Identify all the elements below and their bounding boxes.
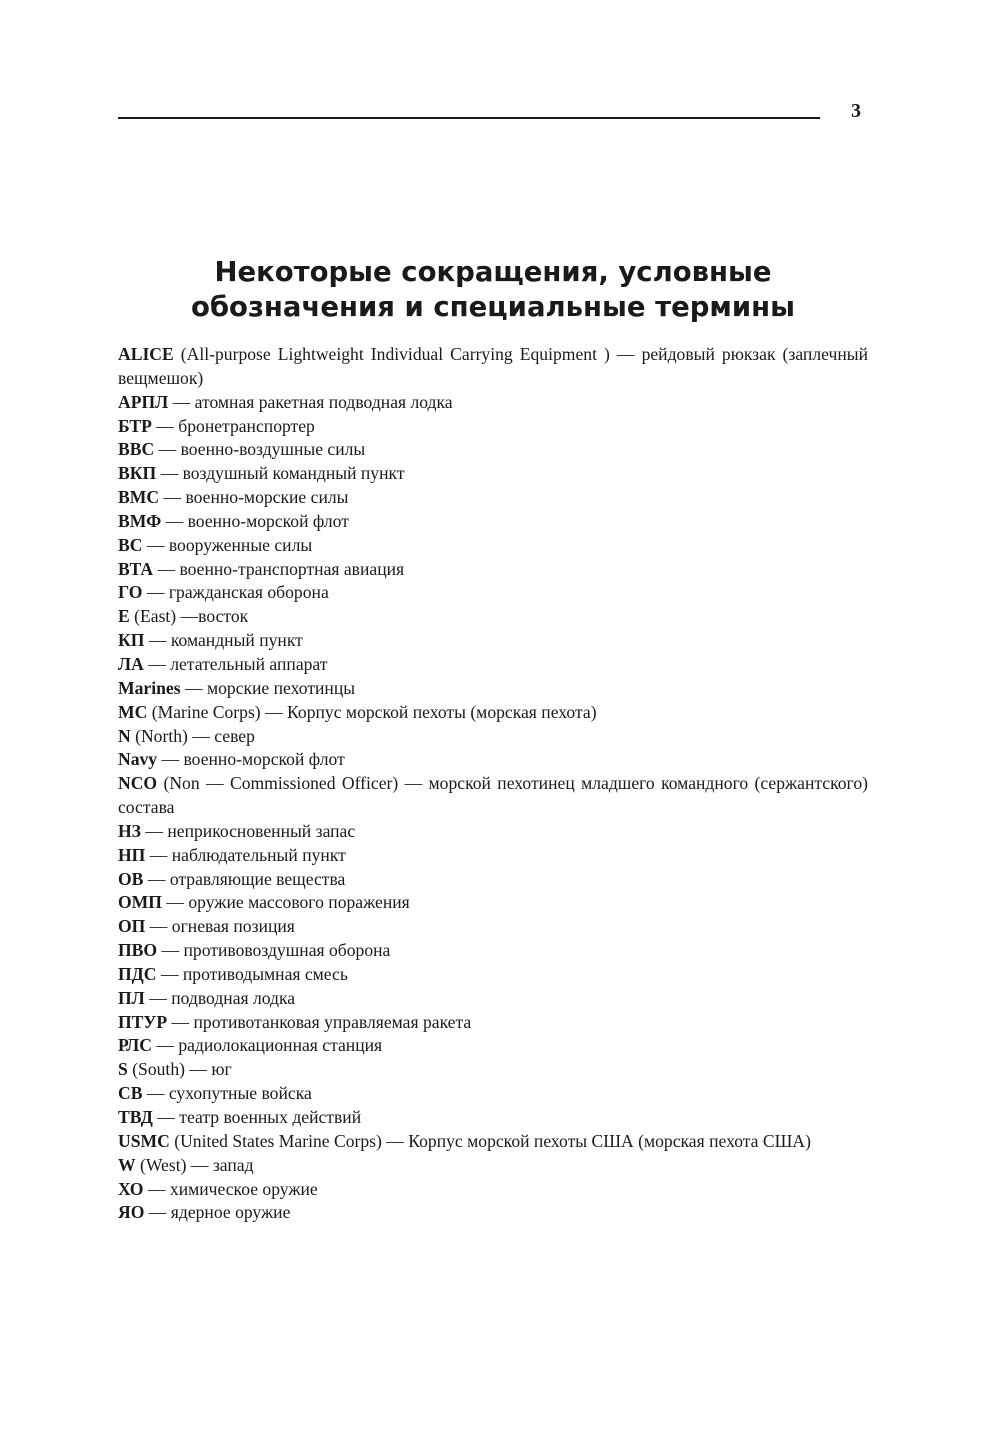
- glossary-entry: [118, 1130, 868, 1154]
- glossary-entry: [118, 462, 868, 486]
- glossary-entry: [118, 748, 868, 772]
- glossary-entry: [118, 963, 868, 987]
- glossary-term: E: [118, 606, 130, 627]
- glossary-definition: — огневая позиция: [145, 916, 295, 937]
- glossary-term: ЯО: [118, 1202, 145, 1223]
- glossary-entry: [118, 486, 868, 510]
- glossary-definition: — химическое оружие: [143, 1178, 318, 1199]
- glossary-definition: (Marine Corps) — Корпус морской пехоты (морская пехота): [147, 701, 597, 722]
- glossary-term: ТВД: [118, 1107, 153, 1127]
- glossary-definition: — летательный аппарат: [143, 653, 328, 674]
- glossary-definition: — атомная ракетная подводная лодка: [168, 391, 453, 412]
- glossary-definition: — неприкосновенный запас: [140, 820, 356, 841]
- glossary-definition: — подводная лодка: [144, 987, 296, 1008]
- glossary-term: ПВО: [118, 940, 158, 961]
- glossary-entry: [118, 605, 868, 629]
- page-number: 3: [851, 100, 861, 122]
- glossary-definition: — сухопутные войска: [142, 1083, 312, 1104]
- glossary-definition: (South) — юг: [127, 1059, 232, 1080]
- glossary-term: ПТУР: [118, 1011, 168, 1032]
- glossary-entry: [118, 581, 868, 605]
- glossary-term: ГО: [118, 582, 143, 603]
- glossary-entry: [118, 844, 868, 868]
- glossary-entry: [118, 1154, 868, 1178]
- glossary-term: ВВС: [118, 439, 155, 460]
- glossary-definition: — бронетранспортер: [151, 415, 315, 436]
- glossary-entry: [118, 534, 868, 558]
- glossary-entry: [118, 1106, 868, 1130]
- glossary-definition: — ядерное оружие: [144, 1202, 291, 1223]
- glossary-definition: — противовоздушная оборона: [157, 940, 391, 961]
- glossary-entry: [118, 915, 868, 939]
- glossary-term: ОП: [118, 916, 146, 937]
- header-rule: [118, 117, 820, 119]
- glossary-term: N: [118, 725, 131, 746]
- glossary-term: NCO: [118, 773, 158, 794]
- glossary-entry: [118, 868, 868, 892]
- glossary-term: НП: [118, 844, 146, 865]
- glossary-definition: (West) — запад: [135, 1154, 254, 1175]
- glossary-entry: [118, 677, 868, 701]
- glossary-definition: — военно-транспортная авиация: [153, 558, 405, 579]
- glossary-definition: — театр военных действий: [152, 1107, 362, 1127]
- glossary-entry: [118, 438, 868, 462]
- glossary-definition: — военно-морской флот: [161, 510, 349, 531]
- glossary-entry: [118, 725, 868, 749]
- glossary-definition: — военно-воздушные силы: [154, 439, 366, 460]
- glossary-entry: [118, 1201, 868, 1225]
- glossary-entry: [118, 1082, 868, 1106]
- glossary-term: ВМФ: [118, 510, 162, 531]
- glossary-entry: [118, 772, 868, 820]
- glossary-term: ОВ: [118, 868, 144, 889]
- glossary-definition: (North) — север: [130, 725, 255, 746]
- glossary-term: ВС: [118, 534, 143, 555]
- glossary-entry: [118, 891, 868, 915]
- glossary-entry: [118, 1178, 868, 1202]
- glossary-definition: (Non — Commissioned Officer) — морской пехотинец младшего командного (сержантского) состава: [118, 773, 868, 818]
- glossary-entry: [118, 558, 868, 582]
- glossary-definition: — радиолокационная станция: [151, 1035, 383, 1056]
- glossary-term: РЛС: [118, 1035, 152, 1056]
- glossary-definition: — вооруженные силы: [142, 534, 313, 555]
- glossary-term: W: [118, 1154, 136, 1175]
- glossary-definition: — отравляющие вещества: [143, 868, 346, 889]
- page-title-line-1: Некоторые сокращения, условные: [214, 256, 772, 288]
- glossary-term: Marines: [118, 677, 181, 698]
- glossary-term: ПЛ: [118, 987, 145, 1008]
- glossary-entry: [118, 939, 868, 963]
- glossary-term: НЗ: [118, 820, 141, 841]
- glossary-entry: [118, 629, 868, 653]
- page-title-line-2: обозначения и специальные термины: [190, 291, 796, 323]
- glossary-entry: [118, 1058, 868, 1082]
- glossary-definition: — воздушный командный пункт: [156, 463, 405, 484]
- glossary-entry: [118, 510, 868, 534]
- glossary-term: ALICE: [118, 344, 174, 364]
- glossary-entry: [118, 701, 868, 725]
- glossary-term: ПДС: [118, 963, 157, 984]
- glossary-term: СВ: [118, 1083, 143, 1104]
- glossary-term: ВКП: [118, 463, 157, 484]
- glossary-term: ЛА: [118, 653, 144, 674]
- glossary-entry: [118, 820, 868, 844]
- glossary-definition: — противодымная смесь: [156, 963, 348, 984]
- glossary-definition: (All-purpose Lightweight Individual Carrying Equipment ) — рейдовый рюкзак (заплечный вещмешок): [118, 344, 868, 388]
- glossary-entry: [118, 1011, 868, 1035]
- glossary-definition: — военно-морские силы: [159, 487, 349, 508]
- glossary-term: MC: [118, 701, 148, 722]
- glossary-definition: — командный пункт: [144, 630, 303, 651]
- glossary-term: ОМП: [118, 892, 162, 913]
- glossary-entry: [118, 1034, 868, 1058]
- glossary-definition: — военно-морской флот: [157, 749, 345, 770]
- glossary-definition: — оружие массового поражения: [161, 892, 410, 913]
- glossary-entry: [118, 415, 868, 439]
- glossary-entry: [118, 987, 868, 1011]
- glossary-definition: — противотанковая управляемая ракета: [167, 1011, 472, 1032]
- glossary-definition: — морские пехотинцы: [180, 677, 356, 698]
- glossary-definition: (United States Marine Corps) — Корпус морской пехоты США (морская пехота США): [169, 1130, 811, 1151]
- glossary-term: USMC: [118, 1130, 170, 1151]
- page-title: [118, 255, 868, 325]
- glossary-term: ВМС: [118, 487, 160, 508]
- glossary-term: КП: [118, 630, 145, 651]
- glossary-term: АРПЛ: [118, 391, 169, 412]
- glossary-term: ВТА: [118, 558, 154, 579]
- glossary-definition: (East) —восток: [129, 606, 249, 627]
- glossary-term: S: [118, 1059, 128, 1080]
- glossary-definition: — наблюдательный пункт: [145, 844, 346, 865]
- glossary-term: ХО: [118, 1178, 144, 1199]
- glossary-list: [118, 343, 868, 1225]
- glossary-definition: — гражданская оборона: [142, 582, 329, 603]
- glossary-entry: [118, 343, 868, 391]
- glossary-entry: [118, 653, 868, 677]
- glossary-term: БТР: [118, 415, 152, 436]
- glossary-entry: [118, 391, 868, 415]
- glossary-term: Navy: [118, 749, 158, 770]
